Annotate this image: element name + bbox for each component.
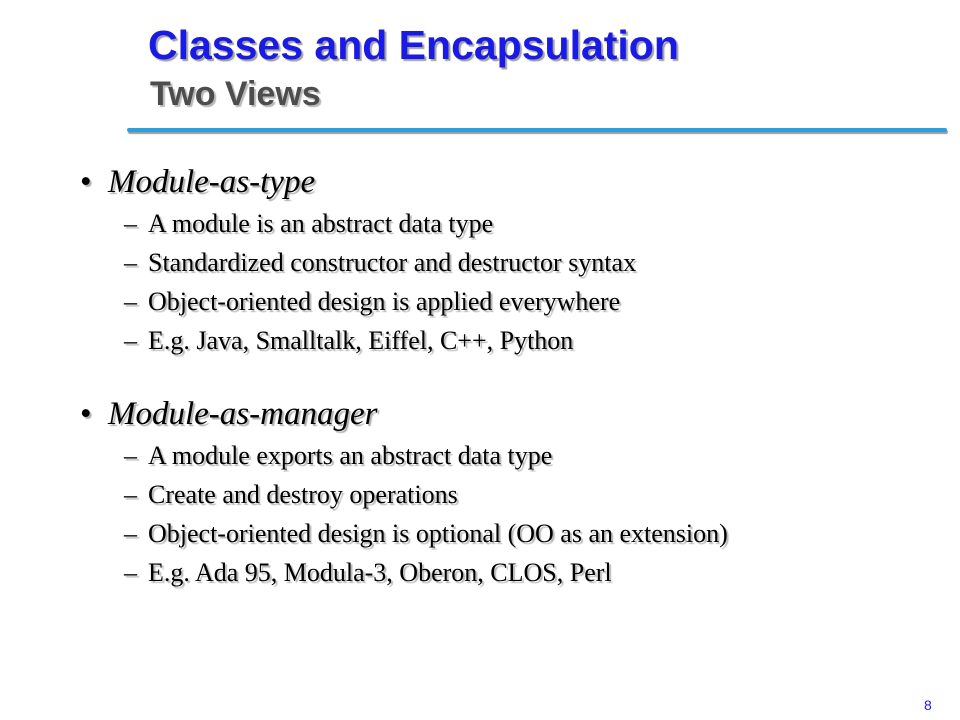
- slide-title: Classes and Encapsulation: [148, 22, 679, 68]
- sub-bullet-text: Create and destroy operations: [148, 480, 458, 509]
- bullet-heading-text: Module-as-manager: [108, 396, 378, 432]
- dash-icon: –: [124, 248, 137, 277]
- sub-bullet: [80, 282, 636, 321]
- bullet-heading-text: Module-as-type: [108, 164, 316, 200]
- sub-bullet: [80, 321, 636, 360]
- sub-bullet: [80, 475, 728, 514]
- sub-bullet: [80, 514, 728, 553]
- bullet-heading: [80, 160, 636, 204]
- slide-subtitle: Two Views: [150, 75, 321, 113]
- sub-bullet: [80, 553, 728, 592]
- dash-icon: –: [124, 287, 137, 316]
- section-module-as-manager: [80, 392, 728, 592]
- sub-bullet: [80, 436, 728, 475]
- sub-bullet: [80, 204, 636, 243]
- sub-bullet-text: Object-oriented design is applied everywhere: [148, 287, 621, 316]
- section-module-as-type: [80, 160, 636, 360]
- bullet-dot-icon: •: [80, 396, 92, 432]
- bullet-heading: [80, 392, 728, 436]
- dash-icon: –: [124, 519, 137, 548]
- sub-bullet: [80, 243, 636, 282]
- sub-bullet-text: A module is an abstract data type: [148, 209, 494, 238]
- sub-bullet-text: A module exports an abstract data type: [148, 441, 553, 470]
- dash-icon: –: [124, 209, 137, 238]
- dash-icon: –: [124, 441, 137, 470]
- bullet-dot-icon: •: [80, 164, 92, 200]
- sub-bullet-text: Standardized constructor and destructor syntax: [148, 248, 637, 277]
- sub-bullet-text: E.g. Java, Smalltalk, Eiffel, C++, Python: [148, 326, 574, 355]
- dash-icon: –: [124, 480, 137, 509]
- dash-icon: –: [124, 326, 137, 355]
- sub-bullet-text: E.g. Ada 95, Modula-3, Oberon, CLOS, Perl: [148, 558, 612, 587]
- page-number: 8: [924, 697, 932, 713]
- dash-icon: –: [124, 558, 137, 587]
- title-divider: [127, 128, 947, 132]
- sub-bullet-text: Object-oriented design is optional (OO as an extension): [148, 519, 728, 548]
